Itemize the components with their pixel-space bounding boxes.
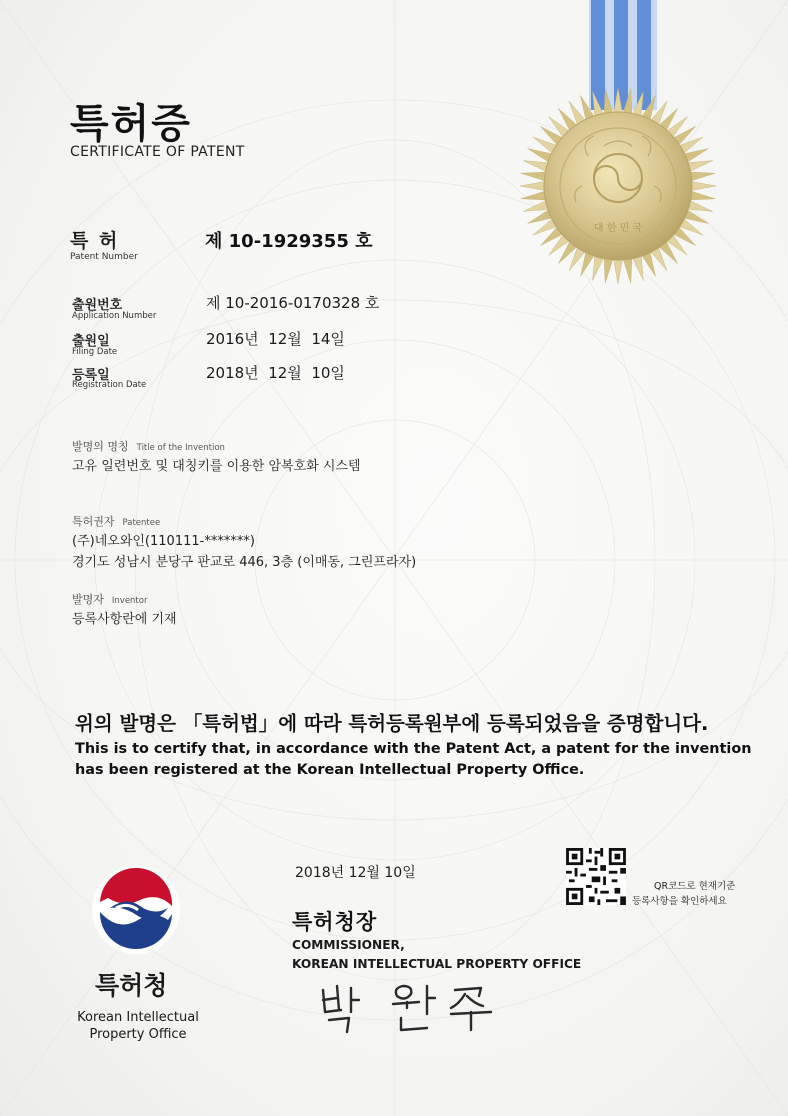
patentee-label-en: Patentee: [122, 518, 161, 528]
patent-number: 제 10-1929355 호: [205, 231, 373, 252]
patentee-label: 특허권자: [72, 515, 115, 528]
office-name-en-2: Property Office: [89, 1027, 187, 1042]
patentee-address: 경기도 성남시 분당구 판교로 446, 3층 (이매동, 그린프라자): [72, 555, 417, 570]
inventor-value: 등록사항란에 기재: [72, 612, 177, 627]
seal-text: 대 한 민 국: [593, 223, 643, 234]
page-subtitle: CERTIFICATE OF PATENT: [70, 144, 245, 160]
application-number: 제 10-2016-0170328 호: [206, 294, 380, 312]
seal-ray: [690, 181, 716, 190]
commissioner-title-en-1: COMMISSIONER,: [292, 938, 405, 952]
patentee-label-row: [72, 510, 160, 529]
invention-label-en: Title of the Invention: [136, 443, 225, 453]
registration-date: 2018년 12월 10일: [206, 364, 345, 382]
inventor-label-row: [72, 588, 147, 607]
invention-label-row: [72, 435, 225, 454]
seal-ray: [689, 191, 716, 200]
commissioner-title: 특허청장: [292, 910, 378, 934]
seal-ray: [613, 88, 622, 114]
gold-seal-icon: [518, 86, 718, 286]
seal-ray: [613, 258, 622, 284]
registration-label: 등록일: [72, 368, 110, 383]
application-label: 출원번호: [72, 298, 123, 313]
qr-note-line2: 등록사항을 확인하세요: [632, 896, 727, 907]
office-name-kr: 특허청: [95, 971, 168, 1000]
filing-date: 2016년 12월 14일: [206, 330, 345, 348]
kipo-emblem-icon: [88, 862, 184, 958]
page-title: 특허증: [70, 101, 192, 147]
invention-label: 발명의 명칭: [72, 440, 129, 453]
certification-statement-en-2: has been registered at the Korean Intellectual Property Office.: [75, 762, 585, 778]
application-label-en: Application Number: [72, 311, 157, 321]
patent-label: 특 허: [70, 230, 120, 252]
filing-label-en: Filing Date: [72, 347, 118, 357]
seal-ray: [623, 89, 632, 116]
office-name-en-1: Korean Intellectual: [77, 1010, 199, 1025]
seal-ray: [521, 191, 548, 200]
commissioner-title-en-2: KOREAN INTELLECTUAL PROPERTY OFFICE: [292, 957, 582, 971]
issue-date: 2018년 12월 10일: [295, 865, 416, 881]
qr-code-icon[interactable]: [566, 848, 626, 905]
patentee-name: (주)네오와인(110111-*******): [72, 534, 255, 549]
invention-title: 고유 일련번호 및 대칭키를 이용한 암복호화 시스템: [72, 459, 361, 474]
seal-ray: [689, 172, 716, 181]
seal-ray: [604, 257, 613, 284]
seal-ray: [623, 257, 632, 284]
seal-ray: [604, 89, 613, 116]
registration-label-en: Registration Date: [72, 380, 147, 390]
commissioner-signature: [315, 978, 515, 1038]
seal-ray: [520, 181, 546, 190]
inventor-label-en: Inventor: [111, 596, 148, 606]
seal-ray: [521, 172, 548, 181]
inventor-label: 발명자: [72, 593, 104, 606]
filing-label: 출원일: [72, 334, 110, 349]
qr-note-line1: QR코드로 현재기준: [654, 881, 736, 892]
patent-label-en: Patent Number: [70, 252, 138, 262]
certification-statement-en-1: This is to certify that, in accordance with the Patent Act, a patent for the invention: [75, 741, 752, 757]
certification-statement-kr: 위의 발명은 「특허법」에 따라 특허등록원부에 등록되었음을 증명합니다.: [75, 712, 709, 735]
